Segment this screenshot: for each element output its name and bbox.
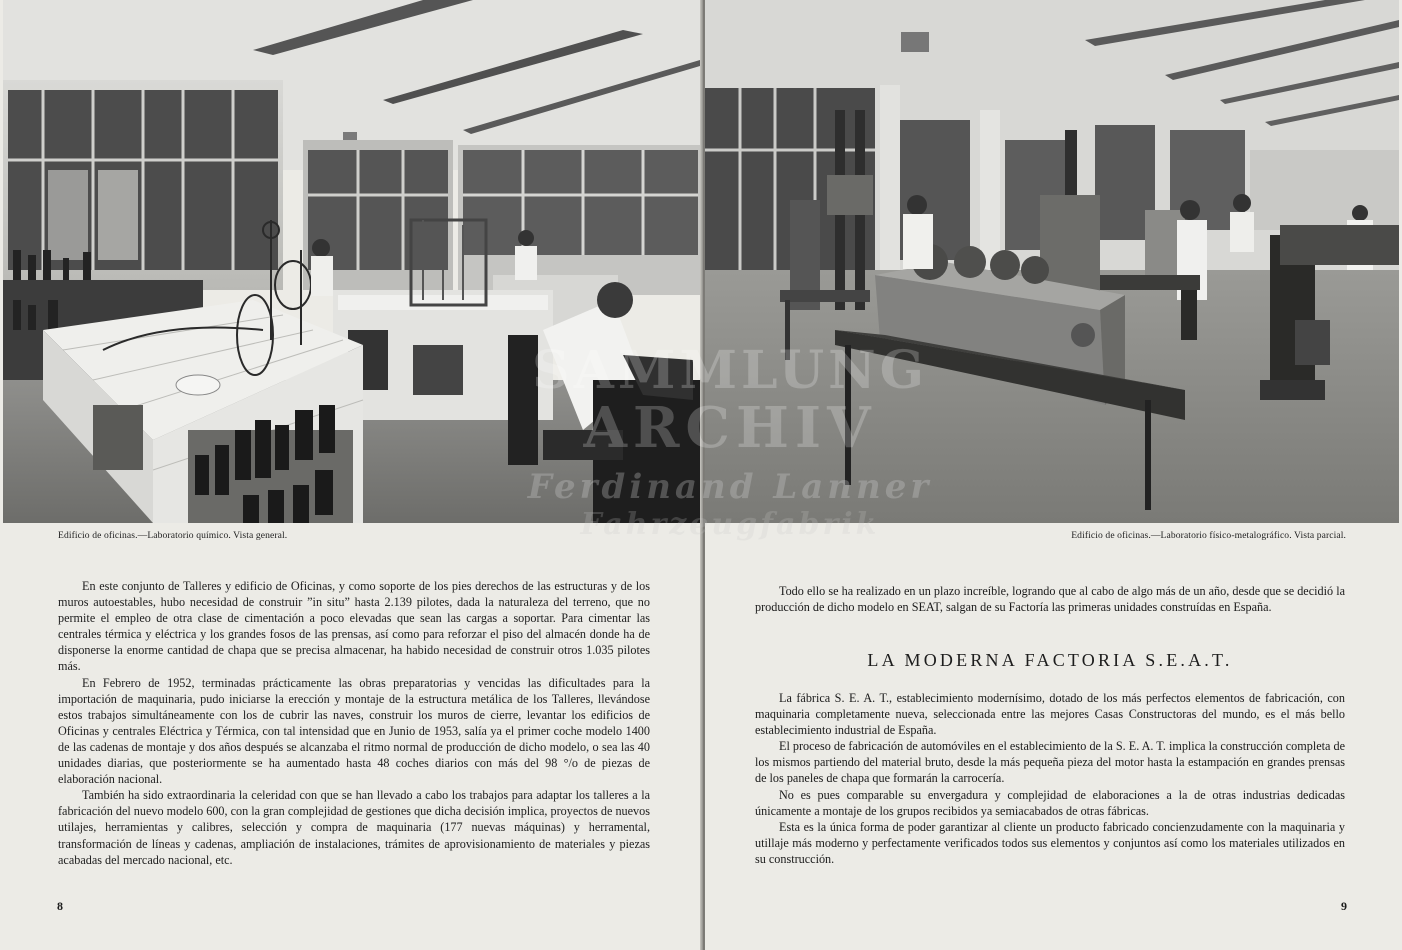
page-number: 9: [1341, 899, 1347, 913]
watermark-line: Fahrzeugfabrik: [580, 507, 880, 542]
page-number: 8: [57, 899, 63, 913]
chemistry-laboratory-photo: [3, 0, 700, 523]
photo-caption: Edificio de oficinas.—Laboratorio físico-metalográfico. Vista parcial.: [1071, 530, 1346, 541]
right-page: [705, 0, 1402, 950]
watermark-line: Ferdinand Lanner: [527, 467, 933, 507]
laboratory-scene-graphic: [3, 0, 700, 523]
photo-caption: Edificio de oficinas.—Laboratorio químico. Vista general.: [58, 530, 288, 541]
physical-metallographic-laboratory-photo: [705, 0, 1399, 523]
right-page-body: [755, 690, 1345, 867]
paragraph: El proceso de fabricación de automóviles en el establecimiento de la S. E. A. T. implica la construcción completa de los mismos partiendo del material bruto, desde la más pequeña pieza del motor hasta la estampación en grandes prensas de los paneles de chapa que formarán la carrocería.: [755, 739, 1345, 786]
paragraph: Esta es la única forma de poder garantizar al cliente un producto fabricado concienzudamente con la maquinaria y utillaje más moderno y perfectamente verificados todos sus elementos y conjuntos así como los materiales utilizados en su construcción.: [755, 819, 1345, 866]
watermark-line: SAMMLUNG: [531, 340, 929, 401]
paragraph: Todo ello se ha realizado en un plazo increíble, logrando que al cabo de algo más de un año, desde que se decidió la producción de dicho modelo en SEAT, salgan de su Factoría las primeras unidades construídas en España.: [755, 584, 1345, 615]
paragraph: También ha sido extraordinaria la celeridad con que se han llevado a cabo los trabajos para adaptar los talleres a la fabricación del nuevo modelo 600, con la gran complejidad de gestiones que dicha decisión implica, proyectos de nuevos utilajes, herramientas y calibres, selección y compra de maquinaria (177 nuevas máquinas) y herramental, transformación de líneas y cadenas, ampliación de instalaciones, trámites de aprovisionamiento de materiales y piezas acabadas del mercado nacional, etc.: [58, 788, 650, 867]
section-title: LA MODERNA FACTORIA S.E.A.T.: [867, 650, 1233, 670]
paragraph: En Febrero de 1952, terminadas prácticamente las obras preparatorias y vencidas las dificultades para la importación de maquinaria, pudo iniciarse la erección y montaje de la estructura metálica de los Talleres, llevándose estos trabajos simultáneamente con los de cubrir las naves, construir los muros de cierre, levantar los edificios de Oficinas y centrales Eléctrica y Térmica, con tal intensidad que en Junio de 1953, salía ya el primer coche modelo 1400 de las cadenas de montaje y dos años después se alcanzaba el ritmo normal de producción de dicho modelo, o sea las 40 unidades diarias, que posteriormente se ha aumentado hasta 48 coches diarios con más del 98 °/o de piezas de elaboración nacional.: [58, 675, 650, 787]
paragraph: En este conjunto de Talleres y edificio de Oficinas, y como soporte de los pies derechos de las estructuras y de los muros autoestables, hubo necesidad de construir ”in situ” hasta 2.139 pilotes, dada la naturaleza del terreno, que no permite el empleo de otra clase de cimentación a poco elevadas que sean las cargas a soportar. Para cimentar las centrales térmica y eléctrica y los grandes fosos de las prensas, así como para reforzar el piso del almacén donde ha de disponerse la enorme cantidad de chapa que se precisa almacenar, ha habido necesidad de construir otros 1.035 pilotes más.: [58, 579, 650, 674]
paragraph: No es pues comparable su envergadura y complejidad de elaboraciones a la de otras industrias dedicadas únicamente a montaje de los grupos recibidos ya semiacabados de otras fábricas.: [755, 787, 1345, 818]
intro-text: [755, 583, 1345, 615]
left-page-body: [58, 578, 650, 868]
paragraph: La fábrica S. E. A. T., establecimiento modernísimo, dotado de los más perfectos elementos de fabricación, con maquinaria completamente nueva, seleccionada entre las mejores Casas Constructoras del mundo, es el más bello establecimiento industrial de España.: [755, 691, 1345, 738]
watermark-line: ARCHIV: [583, 395, 877, 461]
laboratory-machines-graphic: [705, 0, 1399, 523]
